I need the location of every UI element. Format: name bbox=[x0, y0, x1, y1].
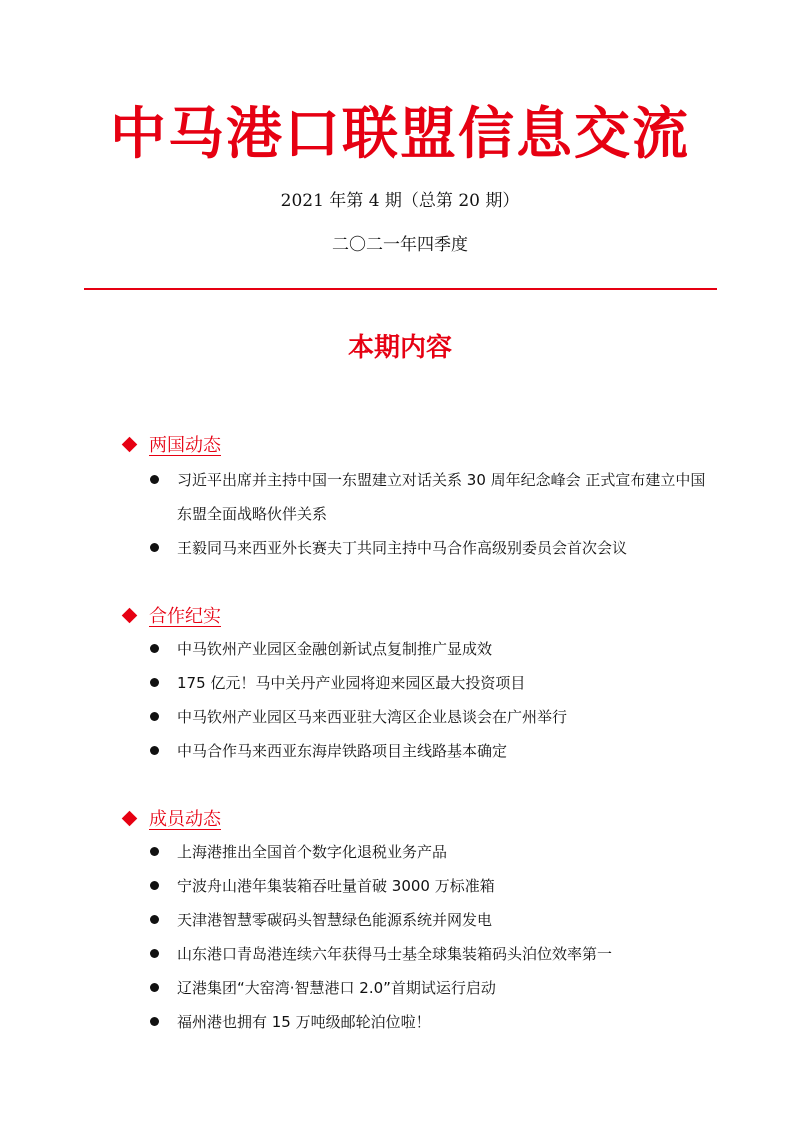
article-title: 山东港口青岛港连续六年获得马士基全球集装箱码头泊位效率第一 bbox=[177, 945, 613, 963]
bullet-icon bbox=[150, 915, 159, 924]
bullet-icon bbox=[150, 881, 159, 890]
diamond-icon bbox=[122, 810, 138, 826]
bullet-icon bbox=[150, 746, 159, 755]
section-title: 两国动态 bbox=[149, 435, 221, 456]
section-header bbox=[120, 600, 720, 630]
article-item bbox=[120, 700, 720, 734]
article-title: 中马钦州产业园区马来西亚驻大湾区企业恳谈会在广州举行 bbox=[177, 708, 568, 726]
article-item bbox=[120, 835, 720, 869]
bullet-icon bbox=[150, 475, 159, 484]
issue-number: 2021 年第 4 期（总第 20 期） bbox=[280, 191, 520, 211]
article-item bbox=[120, 463, 720, 531]
article-title: 175 亿元！马中关丹产业园将迎来园区最大投资项目 bbox=[177, 674, 526, 692]
article-item bbox=[120, 869, 720, 903]
section-title: 合作纪实 bbox=[149, 606, 221, 627]
article-item bbox=[120, 1005, 720, 1039]
article-title: 习近平出席并主持中国一东盟建立对话关系 30 周年纪念峰会 正式宣布建立中国东盟全面战略伙伴关系 bbox=[177, 471, 706, 523]
article-list bbox=[120, 463, 720, 565]
issue-quarter: 二〇二一年四季度 bbox=[332, 235, 468, 255]
section-title: 成员动态 bbox=[149, 809, 221, 830]
bullet-icon bbox=[150, 644, 159, 653]
article-title: 福州港也拥有 15 万吨级邮轮泊位啦！ bbox=[177, 1013, 431, 1031]
article-list bbox=[120, 835, 720, 1039]
article-title: 中马合作马来西亚东海岸铁路项目主线路基本确定 bbox=[177, 742, 508, 760]
article-item bbox=[120, 632, 720, 666]
article-title: 天津港智慧零碳码头智慧绿色能源系统并网发电 bbox=[177, 911, 493, 929]
bullet-icon bbox=[150, 847, 159, 856]
article-title: 中马钦州产业园区金融创新试点复制推广显成效 bbox=[177, 640, 493, 658]
article-title: 上海港推出全国首个数字化退税业务产品 bbox=[177, 843, 448, 861]
newsletter-title: 中马港口联盟信息交流 bbox=[110, 102, 690, 167]
section-member-news bbox=[120, 803, 720, 1039]
article-item bbox=[120, 937, 720, 971]
bullet-icon bbox=[150, 983, 159, 992]
bullet-icon bbox=[150, 949, 159, 958]
bullet-icon bbox=[150, 543, 159, 552]
article-title: 王毅同马来西亚外长赛夫丁共同主持中马合作高级别委员会首次会议 bbox=[177, 539, 628, 557]
section-cooperation-record bbox=[120, 600, 720, 768]
article-list bbox=[120, 632, 720, 768]
section-header bbox=[120, 429, 720, 459]
diamond-icon bbox=[122, 607, 138, 623]
bullet-icon bbox=[150, 712, 159, 721]
header-divider bbox=[84, 288, 717, 290]
bullet-icon bbox=[150, 678, 159, 687]
bullet-icon bbox=[150, 1017, 159, 1026]
section-header bbox=[120, 803, 720, 833]
article-item bbox=[120, 903, 720, 937]
article-title: 宁波舟山港年集装箱吞吐量首破 3000 万标准箱 bbox=[177, 877, 495, 895]
article-item bbox=[120, 666, 720, 700]
article-item bbox=[120, 971, 720, 1005]
article-item bbox=[120, 734, 720, 768]
contents-heading: 本期内容 bbox=[347, 333, 452, 363]
diamond-icon bbox=[122, 436, 138, 452]
section-bilateral-news bbox=[120, 429, 720, 565]
article-item bbox=[120, 531, 720, 565]
article-title: 辽港集团“大窑湾·智慧港口 2.0”首期试运行启动 bbox=[177, 979, 496, 997]
